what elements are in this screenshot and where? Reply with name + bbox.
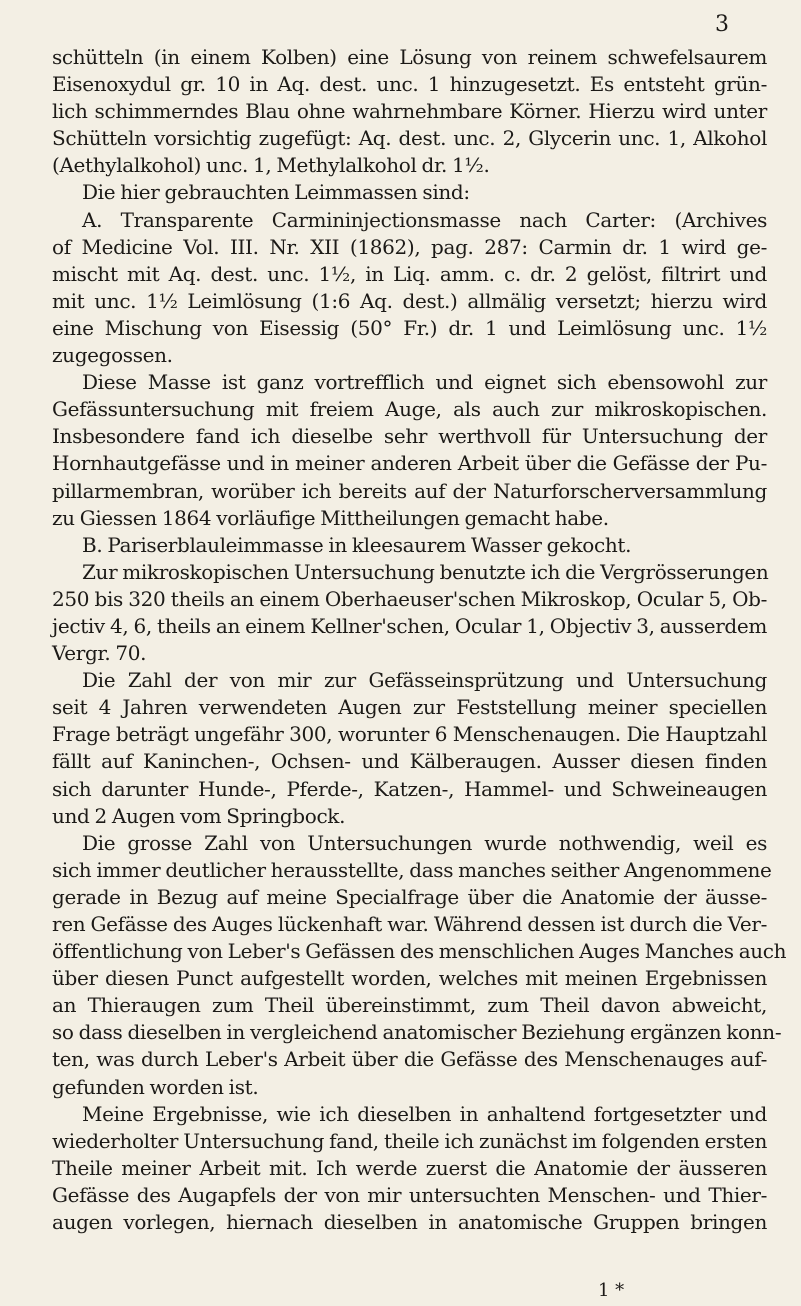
text-line: B. Pariserblauleimmasse in kleesaurem Wasser gekocht. (82, 532, 632, 557)
text-line: A. Transparente Carmininjectionsmasse nach Carter: (Archives (82, 207, 767, 232)
text-line: Theile meiner Arbeit mit. Ich werde zuerst die Anatomie der äusseren (52, 1155, 767, 1180)
text-line: Eisenoxydul gr. 10 in Aq. dest. unc. 1 hinzugesetzt. Es entsteht grün- (52, 72, 767, 97)
text-line: 250 bis 320 theils an einem Oberhaeuser'schen Mikroskop, Ocular 5, Ob- (52, 586, 767, 611)
text-line: zugegossen. (52, 343, 173, 368)
text-line: gerade in Bezug auf meine Specialfrage über die Anatomie der äusse- (52, 884, 767, 909)
text-line: eine Mischung von Eisessig (50° Fr.) dr. 1 und Leimlösung unc. 1½ (52, 315, 767, 340)
text-line: ten, was durch Leber's Arbeit über die Gefässe des Menschenauges auf- (52, 1047, 767, 1072)
text-line: schütteln (in einem Kolben) eine Lösung von reinem schwefelsaurem (52, 45, 767, 69)
text-line: Frage beträgt ungefähr 300, worunter 6 Menschenaugen. Die Hauptzahl (52, 722, 767, 747)
text-line: Gefässe des Augapfels der von mir untersuchten Menschen- und Thier- (52, 1182, 767, 1207)
text-line: lich schimmerndes Blau ohne wahrnehmbare Körner. Hierzu wird unter (52, 99, 767, 124)
text-line: Hornhautgefässe und in meiner anderen Arbeit über die Gefässe der Pu- (52, 451, 767, 476)
text-line: Gefässuntersuchung mit freiem Auge, als auch zur mikroskopischen. (52, 397, 767, 422)
text-line: so dass dieselben in vergleichend anatomischer Beziehung ergänzen konn- (52, 1020, 782, 1045)
text-line: pillarmembran, worüber ich bereits auf der Naturforscherversammlung (52, 478, 767, 503)
signature-mark: 1 * (598, 1280, 625, 1301)
text-line: und 2 Augen vom Springbock. (52, 803, 346, 828)
body-text (52, 44, 787, 1236)
text-line: wiederholter Untersuchung fand, theile ich zunächst im folgenden ersten (52, 1128, 767, 1153)
text-line: Schütteln vorsichtig zugefügt: Aq. dest. unc. 2, Glycerin unc. 1, Alkohol (52, 126, 767, 151)
text-line: öffentlichung von Leber's Gefässen des menschlichen Auges Manches auch (52, 939, 787, 964)
text-line: jectiv 4, 6, theils an einem Kellner'schen, Ocular 1, Objectiv 3, ausserdem (52, 613, 767, 638)
page-number: 3 (715, 12, 729, 37)
text-line: mischt mit Aq. dest. unc. 1½, in Liq. amm. c. dr. 2 gelöst, filtrirt und (52, 261, 767, 286)
text-line: Die hier gebrauchten Leimmassen sind: (82, 180, 470, 205)
text-line: Insbesondere fand ich dieselbe sehr werthvoll für Untersuchung der (52, 424, 767, 449)
text-line: Diese Masse ist ganz vortrefflich und eignet sich ebensowohl zur (82, 370, 767, 395)
text-line: zu Giessen 1864 vorläufige Mittheilungen gemacht habe. (52, 505, 609, 530)
text-line: Die Zahl der von mir zur Gefässeinsprützung und Untersuchung (82, 668, 767, 693)
text-line: ren Gefässe des Auges lückenhaft war. Während dessen ist durch die Ver- (52, 912, 767, 936)
text-line: (Aethylalkohol) unc. 1, Methylalkohol dr. 1½. (52, 153, 490, 178)
text-line: Zur mikroskopischen Untersuchung benutzte ich die Vergrösserungen (82, 559, 769, 584)
text-line: Die grosse Zahl von Untersuchungen wurde nothwendig, weil es (82, 830, 767, 855)
text-line: mit unc. 1½ Leimlösung (1:6 Aq. dest.) allmälig versetzt; hierzu wird (52, 288, 767, 313)
text-line: Vergr. 70. (52, 641, 147, 666)
text-line: an Thieraugen zum Theil übereinstimmt, zum Theil davon abweicht, (52, 993, 767, 1018)
text-line: sich immer deutlicher herausstellte, dass manches seither Angenommene (52, 857, 772, 882)
text-line: fällt auf Kaninchen-, Ochsen- und Kälberaugen. Ausser diesen finden (52, 749, 767, 774)
text-line: Meine Ergebnisse, wie ich dieselben in anhaltend fortgesetzter und (82, 1101, 767, 1126)
text-line: gefunden worden ist. (52, 1074, 259, 1099)
text-line: über diesen Punct aufgestellt worden, welches mit meinen Ergebnissen (52, 966, 767, 991)
text-line: of Medicine Vol. III. Nr. XII (1862), pag. 287: Carmin dr. 1 wird ge- (52, 234, 767, 259)
text-line: augen vorlegen, hiernach dieselben in anatomische Gruppen bringen (52, 1210, 767, 1235)
text-line: sich darunter Hunde-, Pferde-, Katzen-, Hammel- und Schweineaugen (52, 776, 767, 801)
text-line: seit 4 Jahren verwendeten Augen zur Feststellung meiner speciellen (52, 695, 767, 720)
